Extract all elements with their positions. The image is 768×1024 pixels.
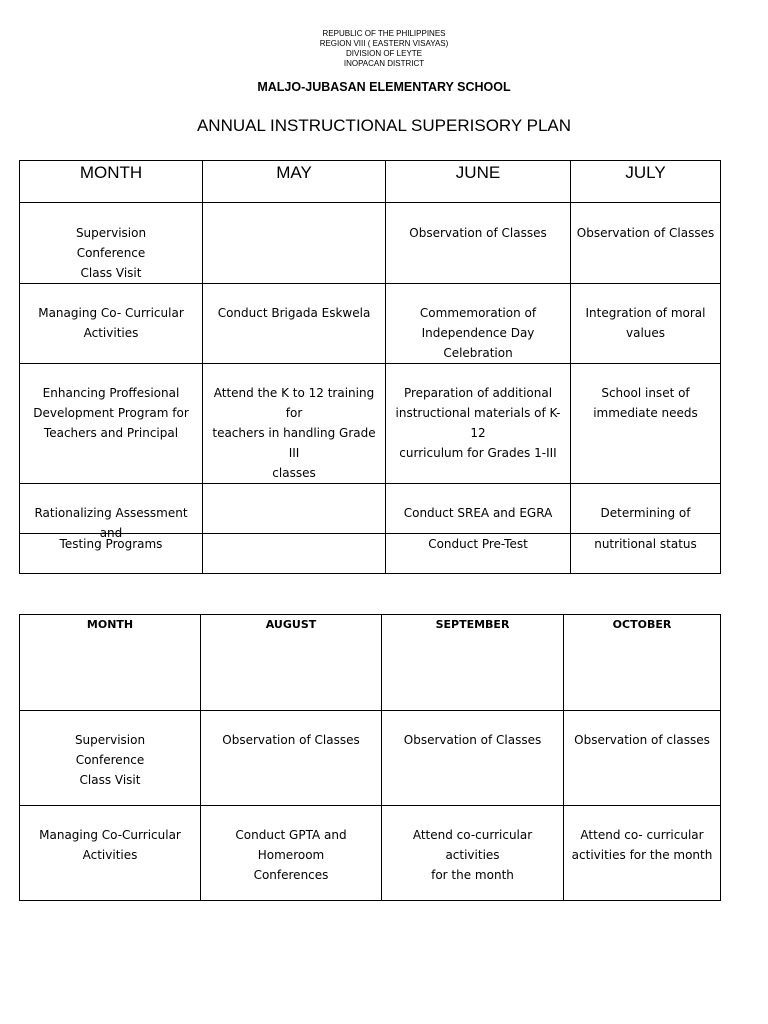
cell-text: curriculum for Grades 1-III <box>399 446 557 460</box>
school-name: MALJO-JUBASAN ELEMENTARY SCHOOL <box>257 80 511 94</box>
table-header-row <box>20 161 721 203</box>
table-header-row <box>20 615 721 711</box>
cell-text: Teachers and Principal <box>43 426 179 440</box>
header-cell: AUGUST <box>201 615 382 711</box>
cell-text: Managing Co- Curricular <box>38 306 184 320</box>
table-row <box>20 806 721 901</box>
plan-title: ANNUAL INSTRUCTIONAL SUPERISORY PLAN <box>196 116 572 135</box>
cell-text: Attend the K to 12 training for <box>213 386 375 420</box>
table-cell: nutritional status <box>571 534 721 574</box>
cell-text: Attend co-curricular activities <box>412 828 533 862</box>
plan-table-aug-oct <box>19 614 721 901</box>
cell-text: immediate needs <box>593 406 698 420</box>
cell-text: Class Visit <box>80 266 142 280</box>
header-cell: MONTH <box>20 161 203 203</box>
cell-text: Activities <box>83 326 139 340</box>
header-cell: JULY <box>571 161 721 203</box>
cell-text: Conduct GPTA and Homeroom <box>235 828 347 862</box>
table-cell <box>382 806 564 901</box>
cell-text: Activities <box>82 848 138 862</box>
cell-text: for the month <box>431 868 514 882</box>
cell-text: Conferences <box>253 868 329 882</box>
cell-text: Observation of Classes <box>222 733 360 747</box>
table-cell <box>564 806 721 901</box>
table-cell <box>203 284 386 364</box>
table-cell <box>386 203 571 284</box>
cell-text: Conduct SREA and EGRA <box>403 506 553 520</box>
table-cell <box>386 284 571 364</box>
table-cell <box>20 806 201 901</box>
cell-text: Observation of classes <box>574 733 710 747</box>
plan-table-continuation <box>19 533 721 574</box>
table-cell <box>564 711 721 806</box>
cell-text: instructional materials of K-12 <box>395 406 561 440</box>
cell-text: Integration of moral <box>585 306 706 320</box>
table-cell <box>203 364 386 484</box>
cell-text: Determining of <box>600 506 691 520</box>
header-cell: SEPTEMBER <box>382 615 564 711</box>
plan-table-may-july <box>19 160 721 543</box>
table-row <box>20 203 721 284</box>
table-cell <box>20 203 203 284</box>
cell-text: Enhancing Proffesional <box>42 386 180 400</box>
table-cell <box>20 284 203 364</box>
cell-text: Independence Day Celebration <box>421 326 535 360</box>
table-cell <box>20 364 203 484</box>
table-row <box>20 284 721 364</box>
header-cell: JUNE <box>386 161 571 203</box>
cell-text: Managing Co-Curricular <box>39 828 181 842</box>
header-division: DIVISION OF LEYTE <box>345 49 422 58</box>
table-cell <box>571 364 721 484</box>
table-cell <box>382 711 564 806</box>
cell-text: Class Visit <box>79 773 141 787</box>
header-cell: MONTH <box>20 615 201 711</box>
cell-text: values <box>625 326 666 340</box>
header-region: REGION VIII ( EASTERN VISAYAS) <box>319 39 449 48</box>
cell-text: Preparation of additional <box>403 386 553 400</box>
header-republic: REPUBLIC OF THE PHILIPPINES <box>322 29 446 38</box>
table-cell <box>571 284 721 364</box>
table-row <box>20 364 721 484</box>
cell-text: Conference <box>75 753 145 767</box>
header-district: INOPACAN DISTRICT <box>343 59 425 68</box>
cell-text: Commemoration of <box>419 306 537 320</box>
cell-text: Supervision <box>74 733 146 747</box>
table-cell: Testing Programs <box>20 534 203 574</box>
cell-text: Conduct Brigada Eskwela <box>217 306 371 320</box>
table-cell <box>201 711 382 806</box>
cell-text: Observation of Classes <box>409 226 547 240</box>
cell-text: Rationalizing Assessment and <box>34 506 188 540</box>
table-cell <box>571 203 721 284</box>
table-cell <box>386 364 571 484</box>
cell-text: School inset of <box>601 386 690 400</box>
table-cell: Conduct Pre-Test <box>386 534 571 574</box>
header-cell: OCTOBER <box>564 615 721 711</box>
cell-text: Attend co- curricular <box>580 828 704 842</box>
table-cell <box>20 711 201 806</box>
table-cell <box>203 203 386 284</box>
cell-text: Observation of Classes <box>576 226 715 240</box>
table-cell <box>203 534 386 574</box>
table-row <box>20 711 721 806</box>
cell-text: Development Program for <box>33 406 189 420</box>
cell-text: teachers in handling Grade III <box>212 426 376 460</box>
cell-text: Conference <box>76 246 146 260</box>
table-cell <box>201 806 382 901</box>
table-row <box>20 534 721 574</box>
cell-text: Observation of Classes <box>403 733 542 747</box>
header-cell: MAY <box>203 161 386 203</box>
cell-text: activities for the month <box>571 848 713 862</box>
cell-text: Supervision <box>75 226 147 240</box>
cell-text: classes <box>272 466 316 480</box>
